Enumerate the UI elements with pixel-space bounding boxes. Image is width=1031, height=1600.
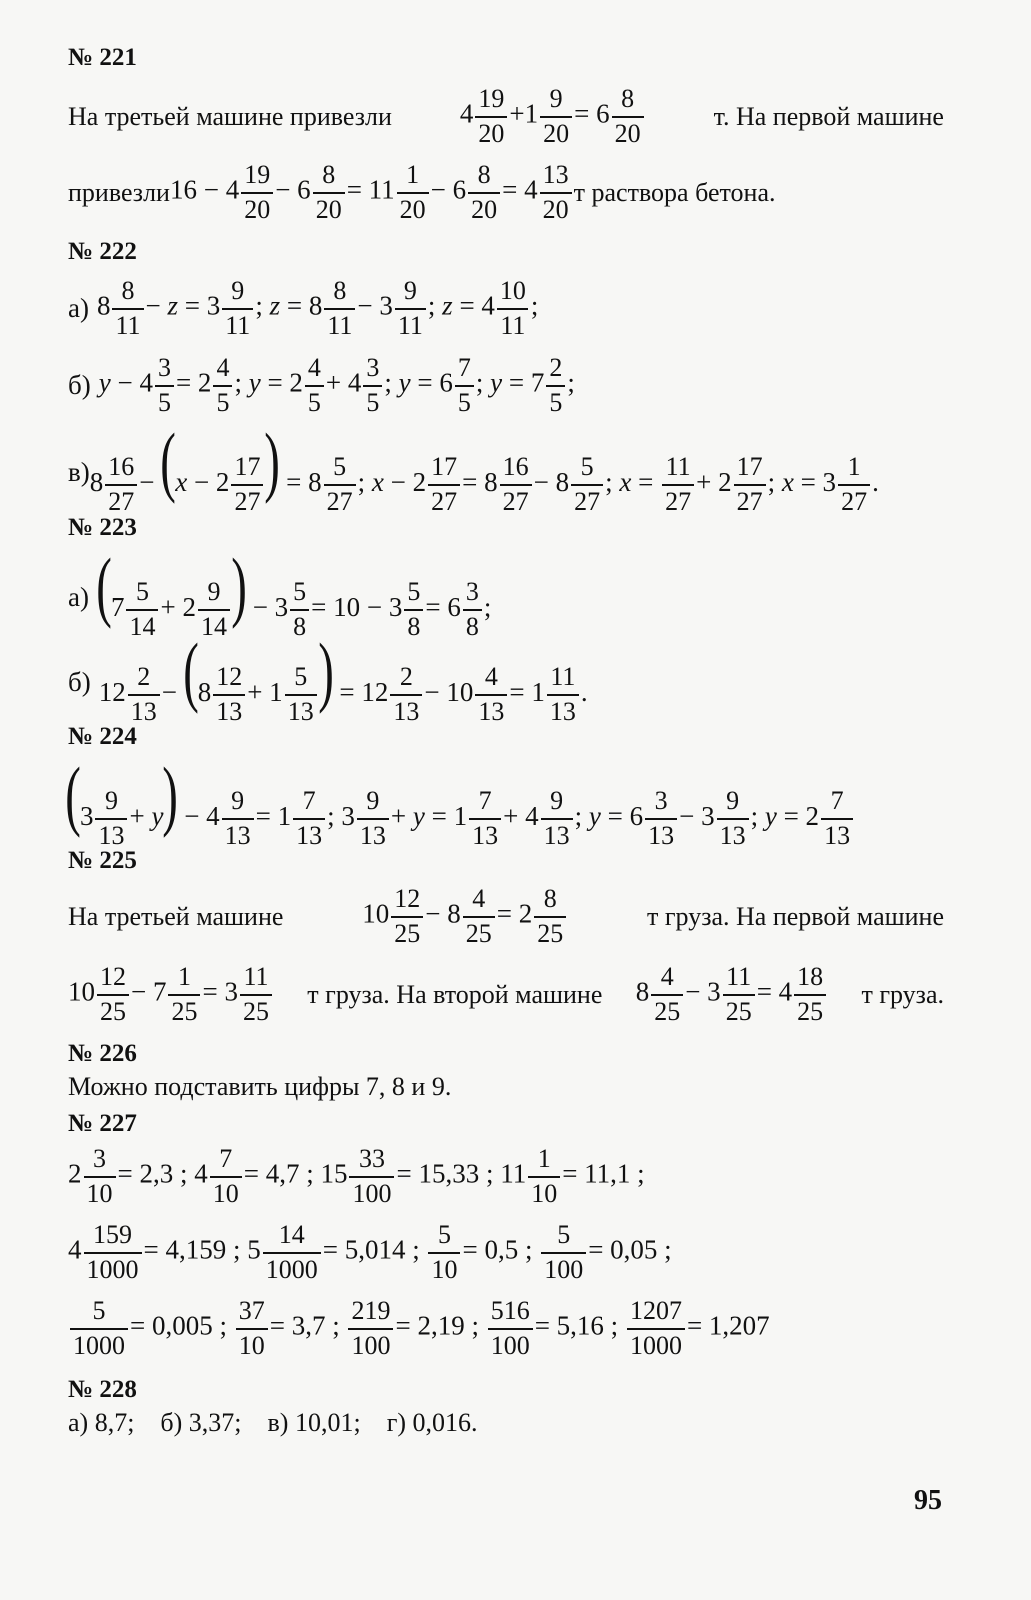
problem-223-number: № 223 bbox=[68, 514, 137, 541]
problem-222-c: в) 8 $\frac{16}{27}$ − (x − 2 $\frac{17}{27}$ ) = 8 $\frac{5}{27}$ ; x − 2 $\frac{17}{27}$ = 8 $\frac{16}{27}$ − 8 $\frac{5}{27}$ ; x = $\frac{11}{27}$ + 2 $\frac{17}{27}$ ; x = 3 $\frac{1}{27}$ . bbox=[68, 417, 879, 516]
problem-227-line-2 bbox=[68, 1222, 672, 1283]
problem-227-number: № 227 bbox=[68, 1110, 137, 1137]
math-expression: (3 $\frac{9}{13}$ + y) − 4 $\frac{9}{13}$ = 1 $\frac{7}{13}$ ; 3 $\frac{9}{13}$ + y = 1 $\frac{7}{13}$ + 4 $\frac{9}{13}$ ; y = 6 $\frac{3}{13}$ − 3 $\frac{9}{13}$ ; y = 2 $\frac{7}{13}$ bbox=[66, 764, 855, 849]
math-expression: 4 $\frac{159}{1000}$ = 4,159 ; 5 $\frac{14}{1000}$ = 5,014 ; $\frac{5}{10}$ = 0,5 ; $\frac{5}{100}$ = 0,05 ; bbox=[68, 1220, 672, 1284]
math-expression: 8 $\frac{16}{27}$ − (x − 2 $\frac{17}{27}$ ) = 8 $\frac{5}{27}$ ; x − 2 $\frac{17}{27}$ = 8 $\frac{16}{27}$ − 8 $\frac{5}{27}$ ; x = $\frac{11}{27}$ + 2 $\frac{17}{27}$ ; x = 3 $\frac{1}{27}$ . bbox=[89, 417, 879, 516]
problem-221-number: № 221 bbox=[68, 44, 137, 71]
math-expression: 8 $\frac{8}{11}$ − z = 3 $\frac{9}{11}$ ; z = 8 $\frac{8}{11}$ − 3 $\frac{9}{11}$ ; z = 4 $\frac{10}{11}$ ; bbox=[96, 276, 539, 340]
math-expression: 8 $\frac{4}{25}$ − 3 $\frac{11}{25}$ = 4 $\frac{18}{25}$ bbox=[636, 964, 828, 1025]
problem-225-line-1: На третьей машине 10 $\frac{12}{25}$ − 8 $\frac{4}{25}$ = 2 $\frac{8}{25}$ т груза. На первой машине bbox=[68, 884, 944, 948]
math-expression: 10 $\frac{12}{25}$ − 7 $\frac{1}{25}$ = 3 $\frac{11}{25}$ bbox=[68, 964, 274, 1025]
math-expression: (7 $\frac{5}{14}$ + 2 $\frac{9}{14}$ ) − 3 $\frac{5}{8}$ = 10 − 3 $\frac{5}{8}$ = 6 $\frac{3}{8}$ ; bbox=[96, 542, 492, 641]
math-expression: $\frac{5}{1000}$ = 0,005 ; $\frac{37}{10}$ = 3,7 ; $\frac{219}{100}$ = 2,19 ; $\frac{516}{100}$ = 5,16 ; $\frac{1207}{1000}$ = 1,207 bbox=[68, 1298, 770, 1359]
problem-227-line-1 bbox=[68, 1146, 645, 1207]
problem-224-line bbox=[65, 751, 855, 850]
problem-225-line-2: 10 $\frac{12}{25}$ − 7 $\frac{1}{25}$ = 3 $\frac{11}{25}$ т груза. На второй машине 8 $\frac{4}{25}$ − 3 $\frac{11}{25}$ = 4 $\frac{18}{25}$ т груза. bbox=[68, 962, 944, 1026]
math-expression: 4 $\frac{19}{20}$ +1 $\frac{9}{20}$ = 6 $\frac{8}{20}$ bbox=[460, 86, 646, 147]
problem-222-number: № 222 bbox=[68, 238, 137, 265]
math-expression: y − 4 $\frac{3}{5}$ = 2 $\frac{4}{5}$ ; y = 2 $\frac{4}{5}$ + 4 $\frac{3}{5}$ ; y = 6 $\frac{7}{5}$ ; y = 7 $\frac{2}{5}$ ; bbox=[98, 353, 575, 417]
problem-228-text: а) 8,7; б) 3,37; в) 10,01; г) 0,016. bbox=[68, 1408, 478, 1437]
math-expression: 2 $\frac{3}{10}$ = 2,3 ; 4 $\frac{7}{10}$ = 4,7 ; 15 $\frac{33}{100}$ = 15,33 ; 11 $\frac{1}{10}$ = 11,1 ; bbox=[68, 1144, 645, 1208]
problem-228-number: № 228 bbox=[68, 1376, 137, 1403]
problem-227-line-3 bbox=[68, 1298, 770, 1359]
page-number: 95 bbox=[914, 1485, 942, 1516]
math-expression: 16 − 4 $\frac{19}{20}$ − 6 $\frac{8}{20}$ = 11 $\frac{1}{20}$ − 6 $\frac{8}{20}$ = 4 $\frac{13}{20}$ bbox=[170, 162, 574, 223]
math-expression: 12 $\frac{2}{13}$ − (8 $\frac{12}{13}$ + 1 $\frac{5}{13}$ ) = 12 $\frac{2}{13}$ − 10 $\frac{4}{13}$ = 1 $\frac{11}{13}$ . bbox=[98, 627, 588, 726]
problem-221-line-2: привезли 16 − 4 $\frac{19}{20}$ − 6 $\frac{8}{20}$ = 11 $\frac{1}{20}$ − 6 $\frac{8}{20}$ = 4 $\frac{13}{20}$ т раствора бетона. bbox=[68, 160, 776, 224]
problem-223-a: а) (7 $\frac{5}{14}$ + 2 $\frac{9}{14}$ ) − 3 $\frac{5}{8}$ = 10 − 3 $\frac{5}{8}$ = 6 $\frac{3}{8}$ ; bbox=[68, 542, 492, 641]
problem-222-a: а) 8 $\frac{8}{11}$ − z = 3 $\frac{9}{11}$ ; z = 8 $\frac{8}{11}$ − 3 $\frac{9}{11}$ ; z = 4 $\frac{10}{11}$ ; bbox=[68, 276, 539, 340]
problem-224-number: № 224 bbox=[68, 723, 137, 750]
math-expression: 10 $\frac{12}{25}$ − 8 $\frac{4}{25}$ = 2 $\frac{8}{25}$ bbox=[362, 886, 568, 947]
problem-221-line-1: На третьей машине привезли 4 $\frac{19}{20}$ +1 $\frac{9}{20}$ = 6 $\frac{8}{20}$ т. На первой машине bbox=[68, 84, 944, 148]
problem-223-b: б) 12 $\frac{2}{13}$ − (8 $\frac{12}{13}$ + 1 $\frac{5}{13}$ ) = 12 $\frac{2}{13}$ − 10 $\frac{4}{13}$ = 1 $\frac{11}{13}$ . bbox=[68, 627, 588, 726]
problem-225-number: № 225 bbox=[68, 847, 137, 874]
problem-226-text: Можно подставить цифры 7, 8 и 9. bbox=[68, 1072, 452, 1101]
problem-226-number: № 226 bbox=[68, 1040, 137, 1067]
problem-222-b: б) y − 4 $\frac{3}{5}$ = 2 $\frac{4}{5}$ ; y = 2 $\frac{4}{5}$ + 4 $\frac{3}{5}$ ; y = 6 $\frac{7}{5}$ ; y = 7 $\frac{2}{5}$ ; bbox=[68, 353, 575, 417]
